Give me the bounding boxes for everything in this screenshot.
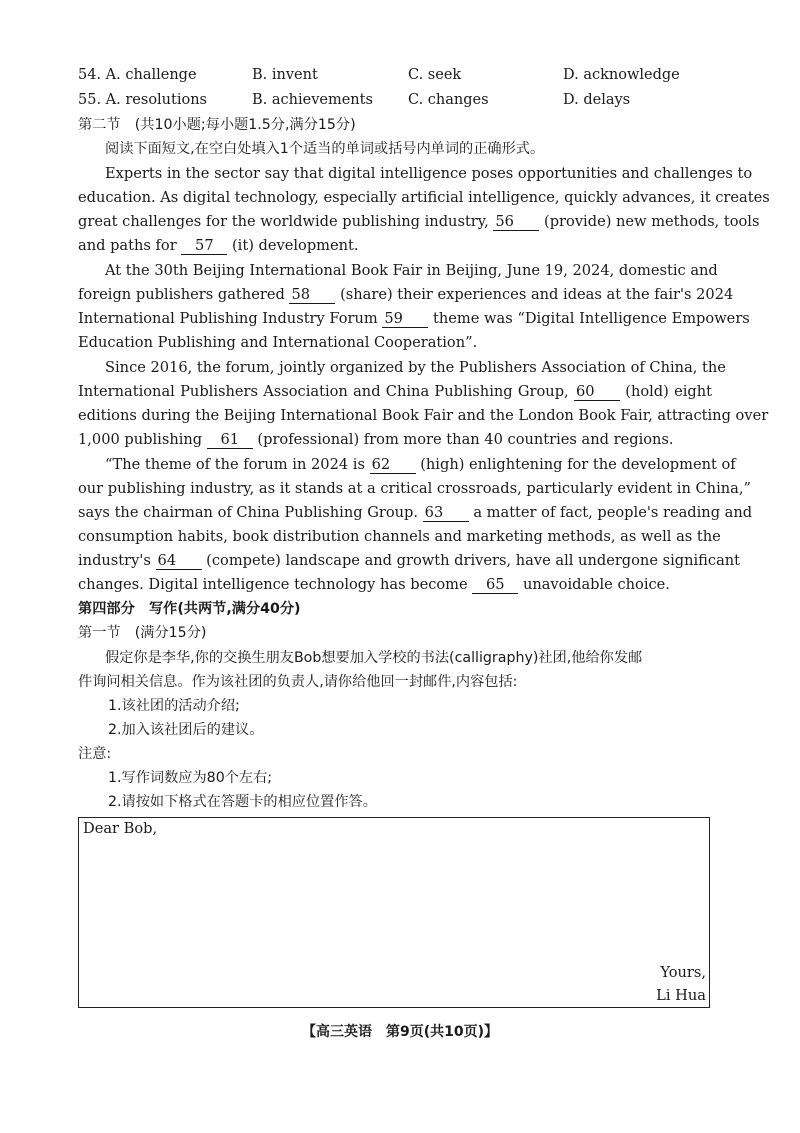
note-1: 1.写作词数应为80个左右; [108, 770, 273, 786]
option-54-b: B. invent [252, 67, 318, 83]
blank-61[interactable]: 61 [207, 432, 253, 449]
writing-requirement-1: 1.该社团的活动介绍; [108, 698, 240, 714]
passage-p2-line3: International Publishing Industry Forum 59 theme was “Digital Intelligence Empowers [78, 310, 750, 327]
passage-p2-line4: Education Publishing and International Cooperation”. [78, 334, 478, 351]
passage-p1-line4: and paths for 57 (it) development. [78, 237, 359, 254]
option-55-b: B. achievements [252, 92, 373, 108]
passage-p3-line4: 1,000 publishing 61 (professional) from more than 40 countries and regions. [78, 431, 674, 448]
blank-57[interactable]: 57 [181, 238, 227, 255]
passage-p4-line6: changes. Digital intelligence technology has become 65 unavoidable choice. [78, 576, 670, 593]
option-54-c: C. seek [408, 67, 462, 83]
page-footer: 【高三英语 第9页(共10页)】 [301, 1024, 499, 1040]
writing-prompt-line2: 件询问相关信息。作为该社团的负责人,请你给他回一封邮件,内容包括: [78, 674, 518, 690]
part4-section1-heading: 第一节 (满分15分) [78, 625, 207, 641]
option-55-d: D. delays [563, 92, 631, 108]
letter-signature: Li Hua [656, 987, 706, 1004]
blank-63[interactable]: 63 [423, 505, 469, 522]
passage-p4-line5: industry's 64 (compete) landscape and growth drivers, have all undergone significant [78, 552, 741, 569]
passage-p4-line4: consumption habits, book distribution channels and marketing methods, as well as the [78, 528, 721, 545]
passage-p3-line2: International Publishers Association and China Publishing Group, 60 (hold) eight [78, 383, 713, 400]
writing-prompt-line1: 假定你是李华,你的交换生朋友Bob想要加入学校的书法(calligraphy)社团,他给你发邮 [105, 650, 643, 666]
note-2: 2.请按如下格式在答题卡的相应位置作答。 [108, 794, 377, 810]
passage-p1-line3: great challenges for the worldwide publishing industry, 56 (provide) new methods, tools [78, 213, 760, 230]
notes-label: 注意: [78, 746, 112, 762]
section2-instruction: 阅读下面短文,在空白处填入1个适当的单词或括号内单词的正确形式。 [105, 141, 545, 157]
blank-60[interactable]: 60 [574, 384, 620, 401]
letter-closing: Yours, [660, 964, 706, 981]
option-54-d: D. acknowledge [563, 67, 680, 83]
passage-p3-line3: editions during the Beijing International Book Fair and the London Book Fair, attracting over [78, 407, 769, 424]
blank-65[interactable]: 65 [472, 577, 518, 594]
option-54-a: 54. A. challenge [78, 67, 197, 83]
blank-64[interactable]: 64 [156, 553, 202, 570]
option-55-a: 55. A. resolutions [78, 92, 207, 108]
letter-answer-box[interactable] [78, 817, 710, 1008]
writing-requirement-2: 2.加入该社团后的建议。 [108, 722, 264, 738]
passage-p4-line3: says the chairman of China Publishing Group. 63 a matter of fact, people's reading and [78, 504, 753, 521]
passage-p1-line2: education. As digital technology, especially artificial intelligence, quickly advances, it creates [78, 189, 770, 206]
blank-59[interactable]: 59 [382, 311, 428, 328]
passage-p2-line1: At the 30th Beijing International Book Fair in Beijing, June 19, 2024, domestic and [105, 262, 718, 279]
letter-greeting: Dear Bob, [83, 820, 158, 837]
part4-heading: 第四部分 写作(共两节,满分40分) [78, 601, 301, 617]
blank-62[interactable]: 62 [370, 457, 416, 474]
passage-p4-line1: “The theme of the forum in 2024 is 62 (high) enlightening for the development of [105, 456, 736, 473]
passage-p2-line2: foreign publishers gathered 58 (share) their experiences and ideas at the fair's 2024 [78, 286, 734, 303]
blank-56[interactable]: 56 [493, 214, 539, 231]
section2-heading: 第二节 (共10小题;每小题1.5分,满分15分) [78, 117, 356, 133]
passage-p4-line2: our publishing industry, as it stands at a critical crossroads, particularly evident in China,” [78, 480, 751, 497]
blank-58[interactable]: 58 [289, 287, 335, 304]
passage-p1-line1: Experts in the sector say that digital intelligence poses opportunities and challenges to [105, 165, 753, 182]
passage-p3-line1: Since 2016, the forum, jointly organized by the Publishers Association of China, the [105, 359, 726, 376]
option-55-c: C. changes [408, 92, 489, 108]
